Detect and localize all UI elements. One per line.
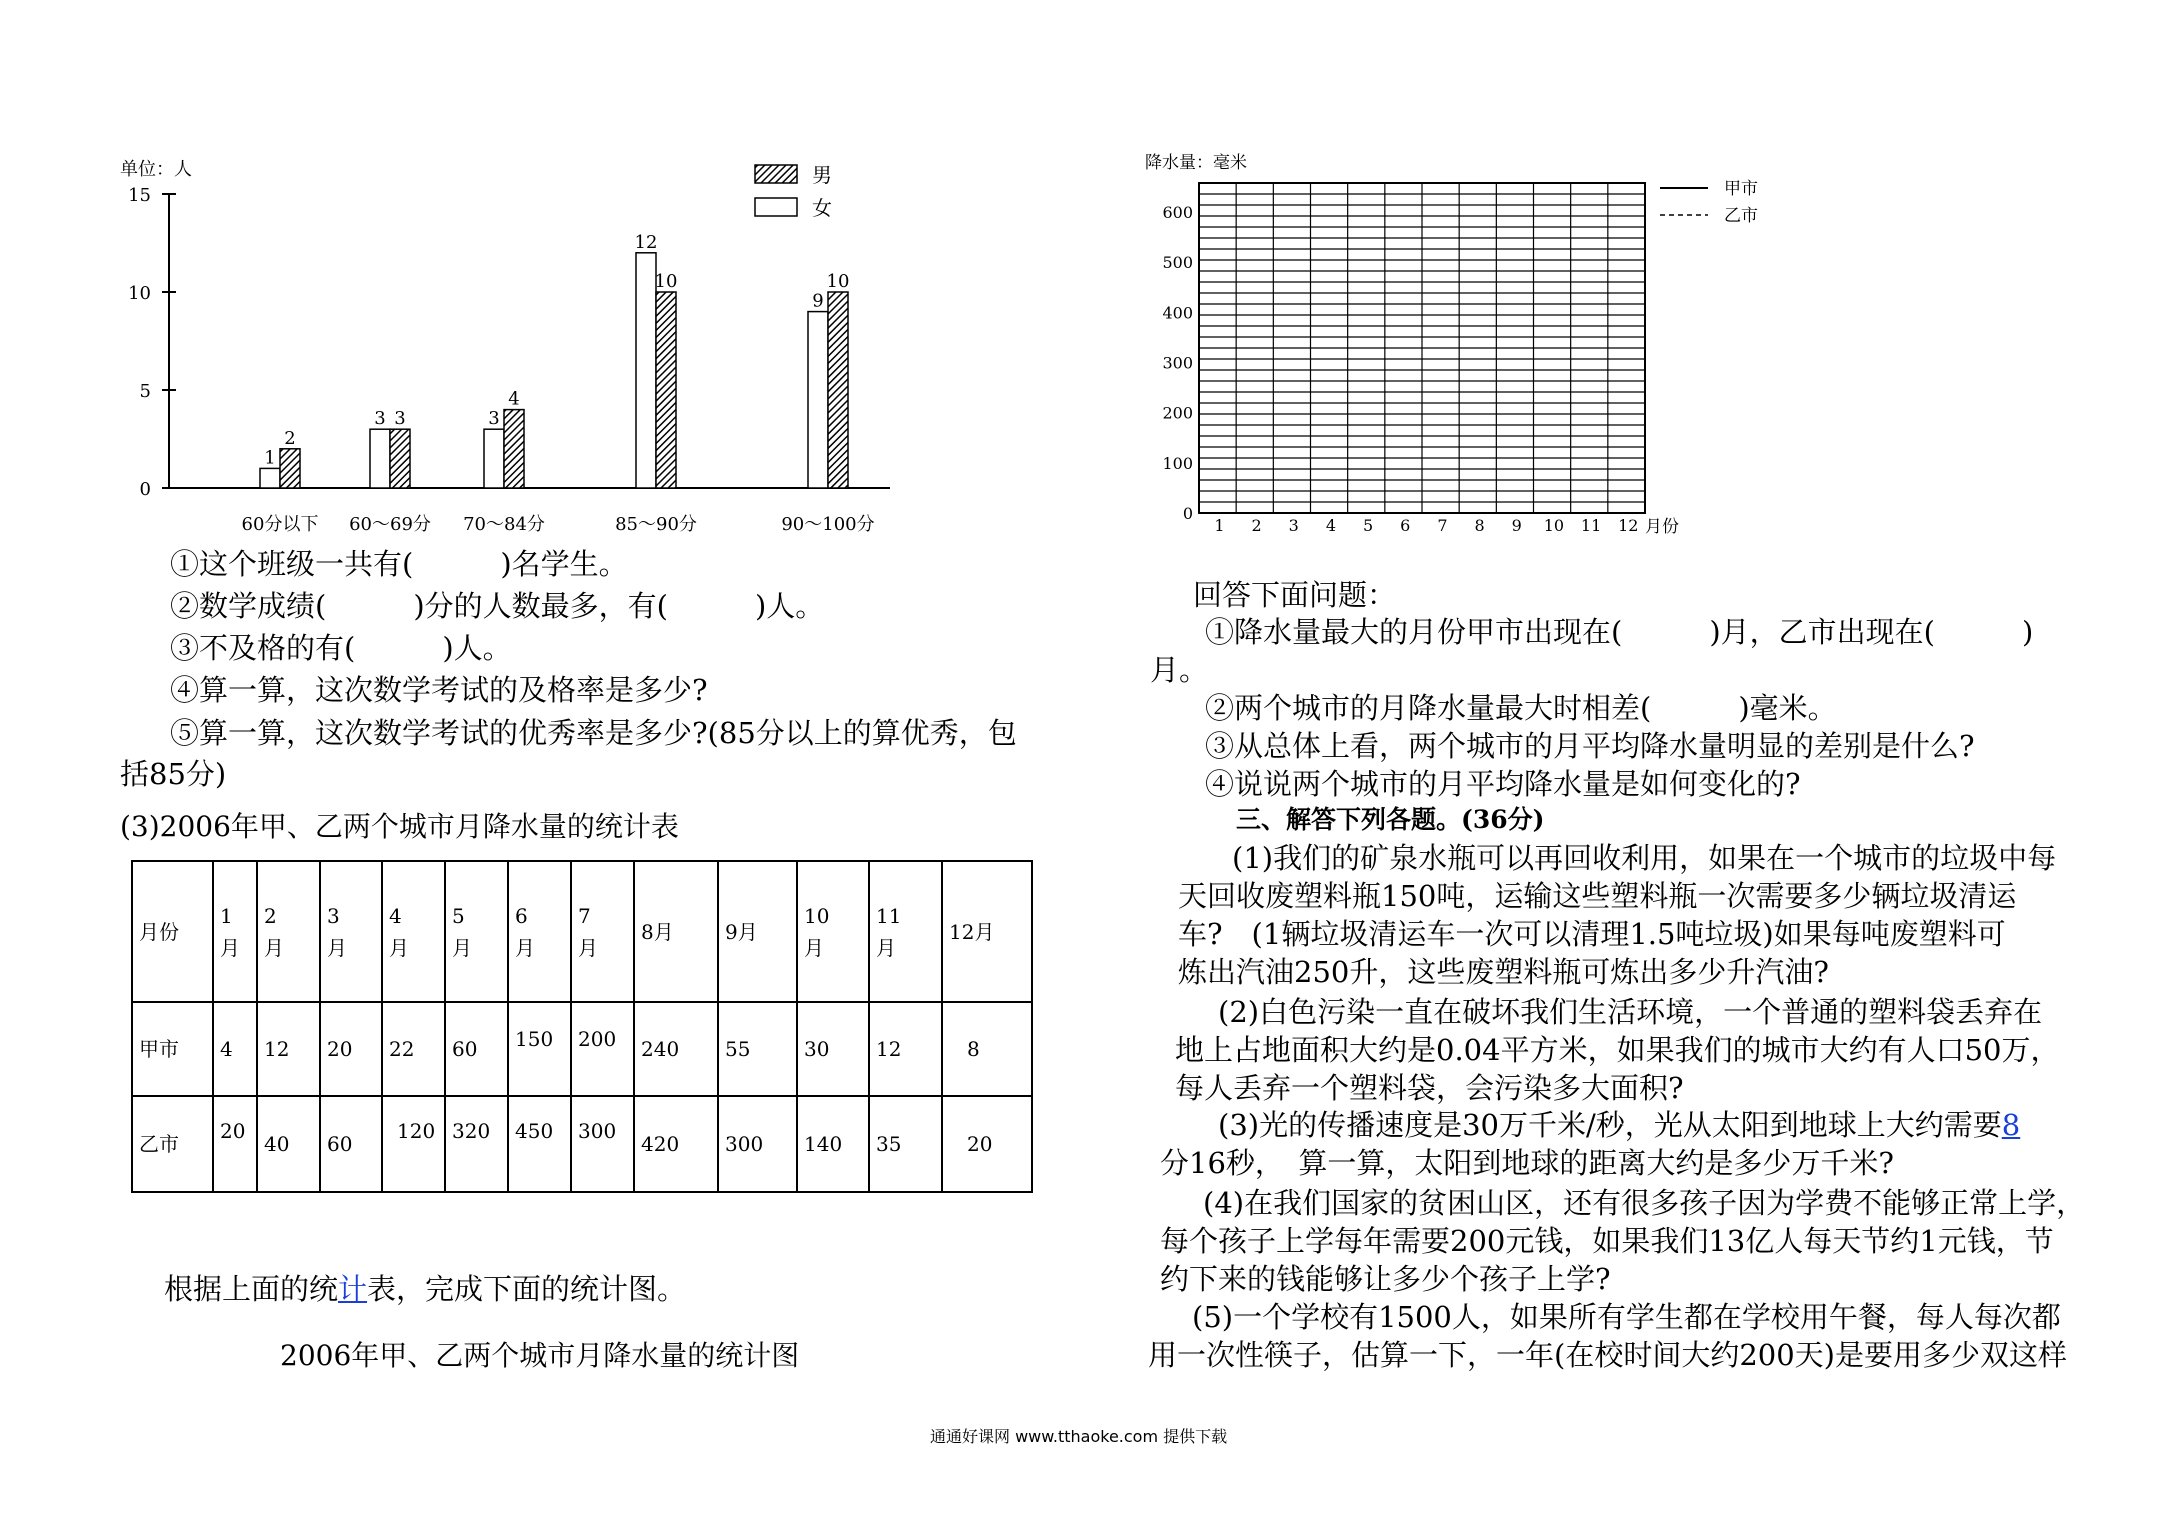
bar-category-label: 70～84分 [463,514,545,535]
table-header-cell: 9月 [718,861,797,1002]
instruction-link[interactable]: 计 [338,1272,368,1306]
problem-2-line: 地上占地面积大约是0.04平方米，如果我们的城市大约有人口50万， [1175,1033,2060,1067]
bar-y-tick-label: 10 [128,283,151,304]
table-cell: 40 [257,1096,320,1192]
line-x-tick-label: 2 [1251,516,1262,535]
bar-male-value-label: 10 [654,271,678,292]
right-question-1a: ①降水量最大的月份甲市出现在( )月，乙市出现在( ) [1205,615,2034,649]
bar-category-label: 60～69分 [349,514,431,535]
table-header-cell: 6 月 [508,861,571,1002]
table-header-cell: 4 月 [382,861,445,1002]
bar-female-value-label: 1 [264,447,276,469]
table-title: (3)2006年甲、乙两个城市月降水量的统计表 [120,810,679,843]
bar-male-value-label: 2 [284,427,296,449]
problem-4-line: 每个孩子上学每年需要200元钱，如果我们13亿人每天节约1元钱，节 [1160,1224,2054,1258]
problem-1-line: 炼出汽油250升，这些废塑料瓶可炼出多少升汽油? [1178,955,1829,989]
bar-female-value-label: 12 [634,231,658,253]
problem-2-line: (2)白色污染一直在破坏我们生活环境，一个普通的塑料袋丢弃在 [1218,995,2043,1029]
bar-category-label: 85～90分 [615,514,697,535]
problem-1-line: (1)我们的矿泉水瓶可以再回收利用，如果在一个城市的垃圾中每 [1232,841,2057,875]
left-question-1: ①这个班级一共有( )名学生。 [170,547,628,581]
problem-2-line: 每人丢弃一个塑料袋，会污染多大面积? [1175,1071,1684,1105]
bar-female [260,468,280,488]
table-cell: 55 [718,1002,797,1096]
line-y-tick-label: 0 [1182,504,1193,523]
table-row [132,1002,1032,1096]
problem-3-line: 分16秒， 算一算，太阳到地球的距离大约是多少万千米? [1160,1146,1894,1180]
table-cell: 450 [508,1096,571,1192]
line-x-tick-label: 6 [1400,516,1411,535]
table-header-cell: 3 月 [320,861,382,1002]
instruction-text [164,1272,686,1307]
bar-female [370,429,390,488]
bar-y-tick-label: 5 [139,381,151,402]
table-header-cell: 1 月 [213,861,257,1002]
line-x-tick-label: 8 [1474,516,1485,535]
legend-female-swatch [755,198,797,216]
bar-female [636,253,656,488]
line-x-tick-label: 4 [1325,516,1337,535]
bar-male-value-label: 10 [826,271,850,292]
table-header-cell: 月份 [132,861,213,1002]
table-cell: 4 [213,1002,257,1096]
right-question-3: ③从总体上看，两个城市的月平均降水量明显的差别是什么? [1205,729,1975,763]
bar-male [828,292,848,488]
table-cell: 30 [797,1002,869,1096]
line-x-tick-label: 3 [1288,516,1299,535]
graph-title: 2006年甲、乙两个城市月降水量的统计图 [280,1339,800,1372]
right-question-2: ②两个城市的月降水量最大时相差( )毫米。 [1205,691,1837,725]
table-cell: 22 [382,1002,445,1096]
bar-category-label: 60分以下 [241,514,319,535]
line-x-tick-label: 10 [1543,516,1565,535]
legend-female-label: 女 [812,196,832,220]
right-question-4: ④说说两个城市的月平均降水量是如何变化的? [1205,767,1801,801]
legend-label-jia: 甲市 [1724,179,1758,199]
bar-male [504,410,524,488]
bar-y-tick-label: 15 [128,185,151,206]
rainfall-table [131,860,1033,1193]
table-cell: 150 [508,1002,571,1096]
line-x-tick-label: 11 [1580,516,1602,535]
section-3-heading: 三、解答下列各题。(36分) [1236,805,1545,834]
table-cell: 8 [942,1002,1032,1096]
bar-male [280,449,300,488]
table-cell: 35 [869,1096,942,1192]
table-cell: 300 [718,1096,797,1192]
table-cell: 140 [797,1096,869,1192]
line-x-tick-label: 9 [1511,516,1522,535]
line-x-tick-label: 5 [1363,516,1374,535]
bar-y-tick-label: 0 [139,479,151,500]
bar-male [390,429,410,488]
line-x-tick-label: 1 [1214,516,1225,535]
left-question-3: ③不及格的有( )人。 [170,631,512,665]
problem-3-line [1218,1108,2020,1143]
table-header-cell: 11 月 [869,861,942,1002]
right-heading: 回答下面问题： [1193,578,1397,612]
table-header-row [132,861,1032,1002]
table-header-cell: 7 月 [571,861,634,1002]
left-question-5b: 括85分) [120,757,227,791]
right-question-1b: 月。 [1150,653,1209,687]
bar-male-value-label: 3 [394,408,406,430]
instruction-pre: 根据上面的统 [164,1272,339,1306]
left-question-5a: ⑤算一算，这次数学考试的优秀率是多少?(85分以上的算优秀，包 [170,716,1017,750]
table-row [132,1096,1032,1192]
table-cell: 乙市 [132,1096,213,1192]
line-y-tick-label: 400 [1162,303,1193,323]
problem-4-line: (4)在我们国家的贫困山区，还有很多孩子因为学费不能够正常上学， [1203,1186,2086,1220]
table-cell: 240 [634,1002,718,1096]
table-cell: 200 [571,1002,634,1096]
table-cell: 12 [257,1002,320,1096]
line-x-tick-label: 12 [1618,516,1639,535]
bar-female [808,312,828,488]
table-cell: 20 [942,1096,1032,1192]
table-header-cell: 5 月 [445,861,508,1002]
table-header-cell: 2 月 [257,861,320,1002]
bar-male [656,292,676,488]
table-cell: 320 [445,1096,508,1192]
problem-3-link[interactable]: 8 [2001,1108,2021,1142]
legend-male-swatch [755,165,797,183]
table-header-cell: 8月 [634,861,718,1002]
line-xlabel: 月份 [1645,517,1679,537]
line-y-tick-label: 100 [1162,453,1193,473]
table-cell: 甲市 [132,1002,213,1096]
line-ylabel: 降水量：毫米 [1145,153,1247,173]
bar-male-value-label: 4 [508,388,520,410]
table-cell: 12 [869,1002,942,1096]
legend-label-yi: 乙市 [1724,206,1758,226]
problem-5-line: 用一次性筷子，估算一下，一年(在校时间大约200天)是要用多少双这样 [1148,1338,2067,1372]
rainfall-line-chart [1140,150,1780,540]
bar-female-value-label: 3 [488,408,500,430]
line-y-tick-label: 200 [1162,403,1193,423]
line-y-tick-label: 300 [1162,353,1193,373]
line-y-tick-label: 600 [1162,203,1193,222]
table-cell: 120 [382,1096,445,1192]
table-header-cell: 10 月 [797,861,869,1002]
table-cell: 20 [213,1096,257,1192]
problem-1-line: 天回收废塑料瓶150吨，运输这些塑料瓶一次需要多少辆垃圾清运 [1178,879,2017,913]
bar-female-value-label: 9 [812,290,824,312]
instruction-post: 表，完成下面的统计图。 [367,1272,687,1306]
bar-category-label: 90～100分 [781,514,875,535]
bar-female [484,429,504,488]
problem-5-line: (5)一个学校有1500人，如果所有学生都在学校用午餐，每人每次都 [1192,1300,2061,1334]
line-y-tick-label: 500 [1162,253,1193,273]
table-cell: 300 [571,1096,634,1192]
table-cell: 60 [445,1002,508,1096]
bar-unit-label: 单位：人 [120,159,192,180]
bar-female-value-label: 3 [374,408,386,430]
line-x-tick-label: 7 [1437,516,1448,535]
footer-text: 通通好课网 www.tthaoke.com 提供下载 [930,1427,1228,1446]
legend-male-label: 男 [812,163,832,187]
left-question-2: ②数学成绩( )分的人数最多，有( )人。 [170,589,825,623]
problem-3-text: (3)光的传播速度是30万千米/秒，光从太阳到地球上大约需要 [1218,1108,2002,1142]
problem-4-line: 约下来的钱能够让多少个孩子上学? [1160,1262,1611,1296]
problem-1-line: 车? (1辆垃圾清运车一次可以清理1.5吨垃圾)如果每吨废塑料可 [1178,917,2006,951]
table-cell: 20 [320,1002,382,1096]
table-cell: 60 [320,1096,382,1192]
left-question-4: ④算一算，这次数学考试的及格率是多少? [170,673,708,707]
table-cell: 420 [634,1096,718,1192]
score-bar-chart [100,150,900,540]
table-header-cell: 12月 [942,861,1032,1002]
